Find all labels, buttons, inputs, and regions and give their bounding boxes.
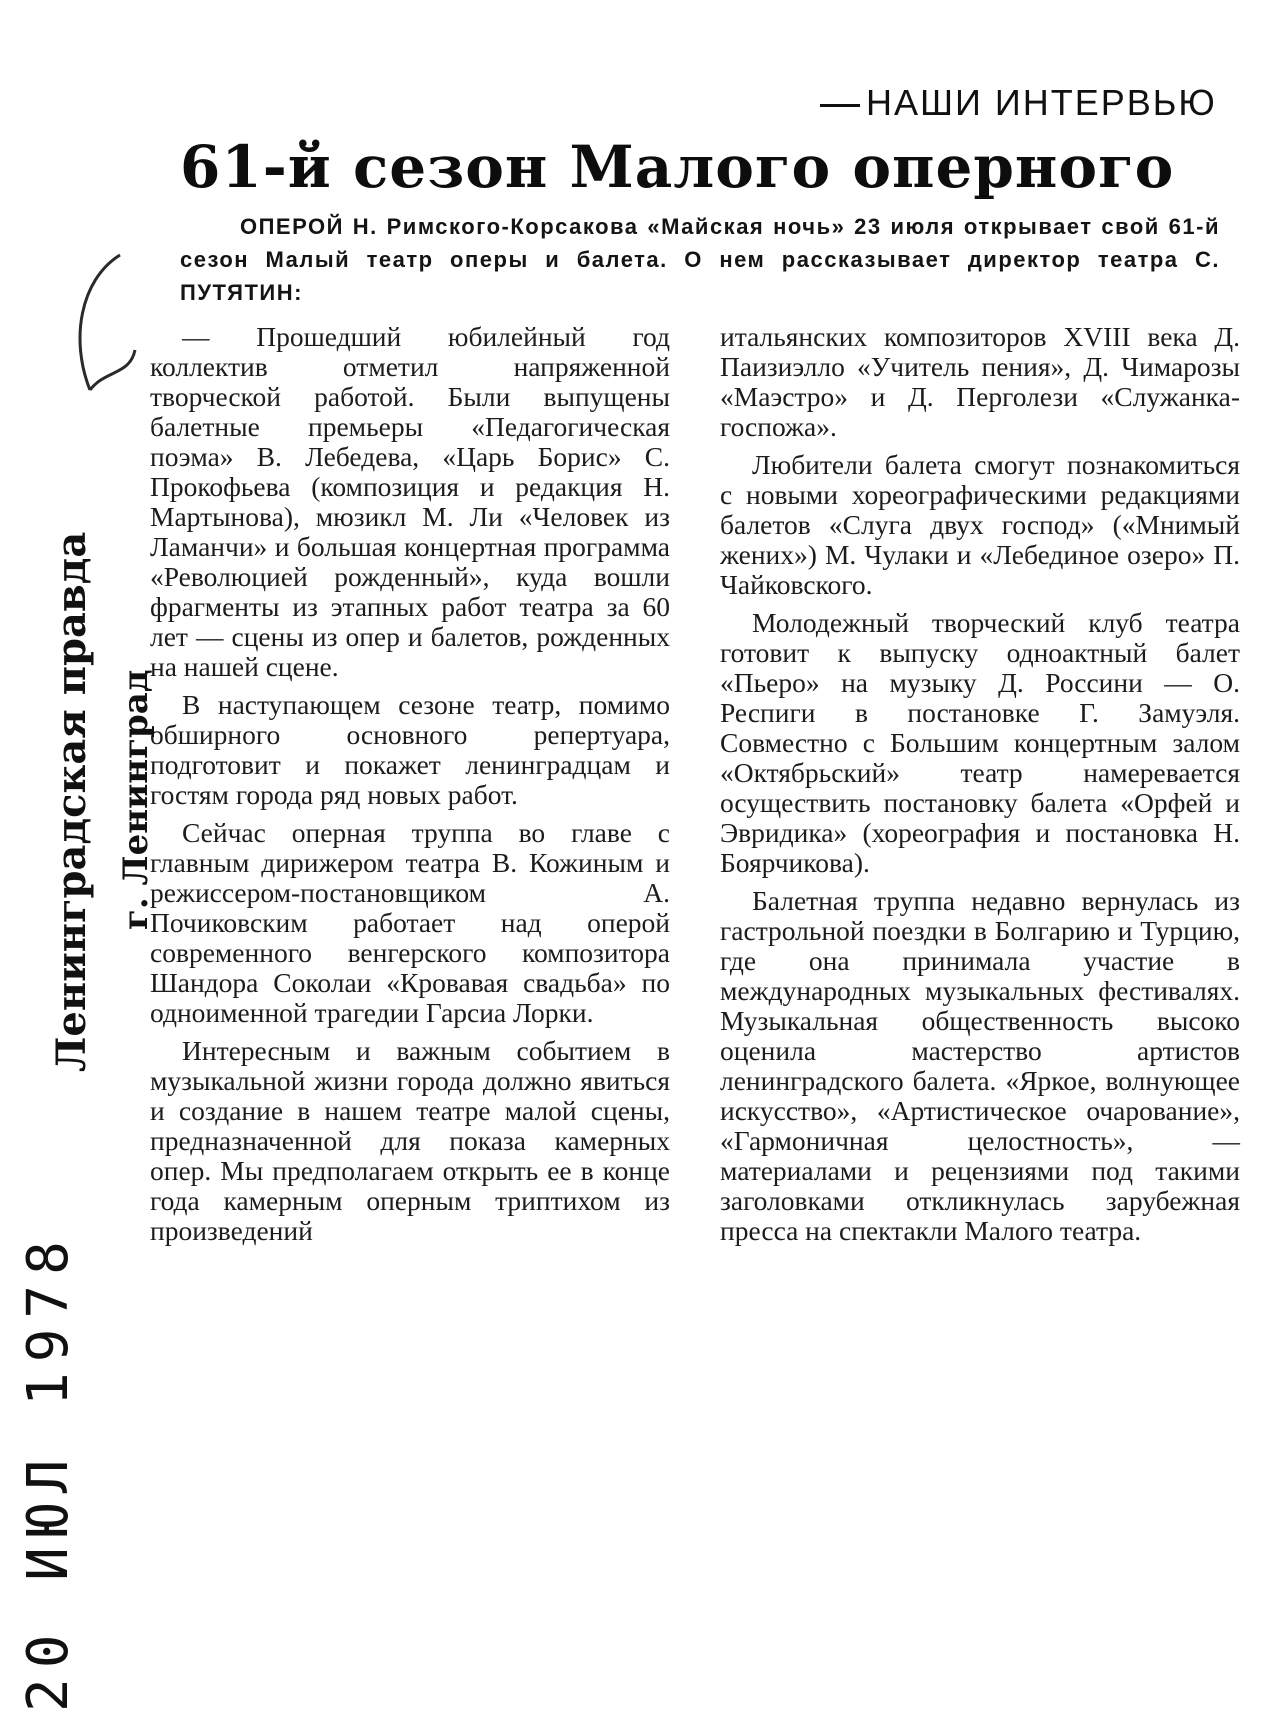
rubric-text: НАШИ ИНТЕРВЬЮ (866, 82, 1217, 123)
pen-mark-icon (60, 250, 140, 400)
article-headline: 61-й сезон Малого оперного (180, 133, 1175, 201)
stamp-date: 20 ИЮЛ 1978 (16, 1231, 81, 1712)
article-column-right (720, 322, 1240, 1254)
paragraph: Интересным и важным событием в музыкальной жизни города должно явиться и создание в нашем театре малой сцены, предназначенной для показа камерных опер. Мы предполагаем открыть ее в конце года камерным оперным триптихом из произведений (150, 1035, 670, 1246)
paragraph: итальянских композиторов XVIII века Д. Паизиэлло «Учитель пения», Д. Чимарозы «Маэстро» и Д. Перголези «Служанка-госпожа». (720, 321, 1240, 442)
paragraph: Сейчас оперная труппа во главе с главным дирижером театра В. Кожиным и режиссером-постановщиком А. Почиковским работает над оперой современного венгерского композитора Шандора Соколаи «Кровавая свадьба» по одноименной трагедии Гарсиа Лорки. (150, 817, 670, 1028)
paragraph: — Прошедший юбилейный год коллектив отметил напряженной творческой работой. Были выпущены балетные премьеры «Педагогическая поэма» В. Лебедева, «Царь Борис» С. Прокофьева (композиция и редакция Н. Мартынова), мюзикл М. Ли «Человек из Ламанчи» и большая концертная программа «Революцией рожденный», куда вошли фрагменты из этапных работ театра за 60 лет — сцены из опер и балетов, рожденных на нашей сцене. (150, 321, 670, 682)
article-lead: ОПЕРОЙ Н. Римского-Корсакова «Майская ночь» 23 июля открывает свой 61-й сезон Малый театр оперы и балета. О нем рассказывает директор театра С. ПУТЯТИН: (180, 214, 1220, 305)
paragraph: Любители балета смогут познакомиться с новыми хореографическими редакциями балетов «Слуга двух господ» («Мнимый жених») М. Чулаки и «Лебединое озеро» П. Чайковского. (720, 449, 1240, 600)
section-rubric (820, 82, 1240, 124)
stamp-source-city: г. Ленинград (116, 669, 156, 930)
paragraph: В наступающем сезоне театр, помимо обширного основного репертуара, подготовит и покажет ленинградцам и гостям города ряд новых работ. (150, 689, 670, 810)
paragraph: Балетная труппа недавно вернулась из гастрольной поездки в Болгарию и Турцию, где она принимала участие в международных музыкальных фестивалях. Музыкальная общественность высоко оценила мастерство артистов ленинградского балета. «Яркое, волнующее искусство», «Артистическое очарование», «Гармоничная целостность», — материалами и рецензиями под такими заголовками откликнулась зарубежная пресса на спектакли Малого театра. (720, 885, 1240, 1246)
stamp-source-name: Ленинградская правда (48, 531, 95, 1072)
paragraph: Молодежный творческий клуб театра готовит к выпуску одноактный балет «Пьеро» на музыку Д. Россини — О. Респиги в постановке Г. Замуэля. Совместно с Большим концертным залом «Октябрьский» театр намеревается осуществить постановку балета «Орфей и Эвридика» (хореография и постановка Н. Боярчикова). (720, 607, 1240, 878)
article-column-left (150, 322, 670, 1254)
